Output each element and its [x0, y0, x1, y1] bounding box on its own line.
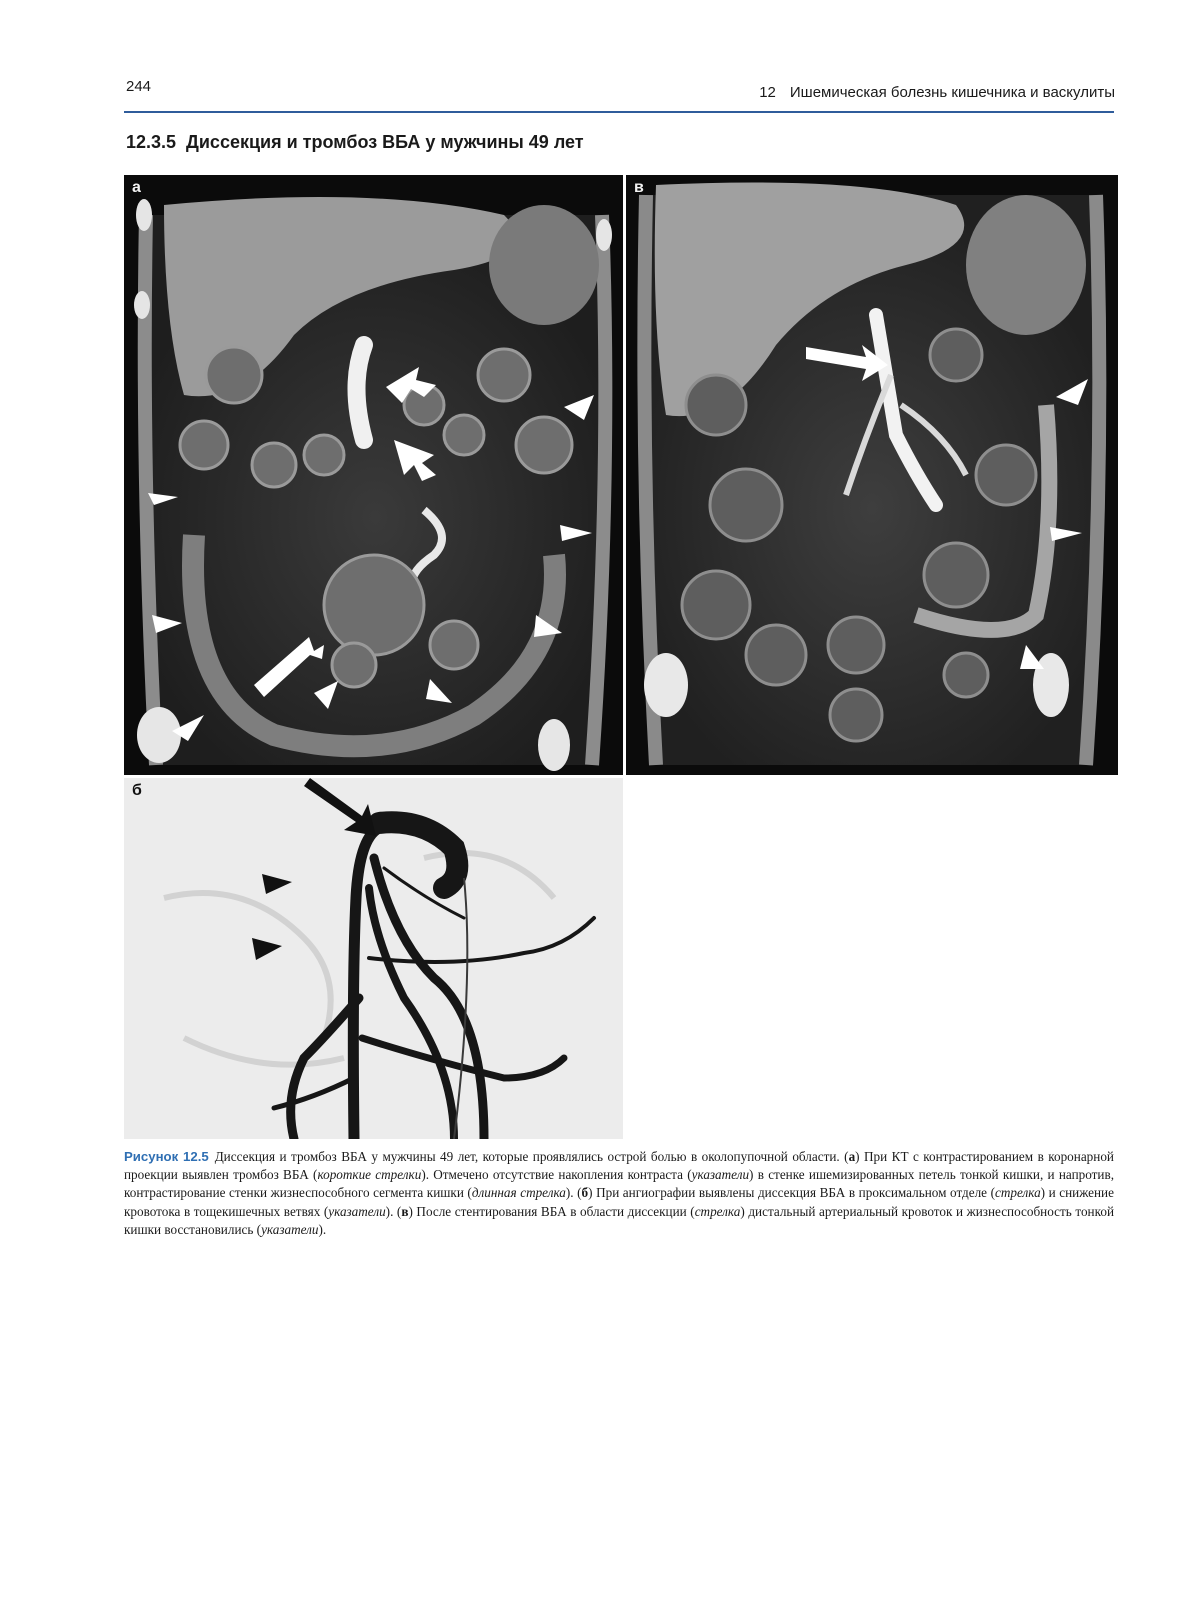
caption-text: ) При КТ с контрастированием в коронарной проекции выявлен тромбоз ВБА ( [124, 1149, 1114, 1183]
figure-caption [124, 1148, 1114, 1239]
caption-emphasis: короткие стрелки [317, 1167, 422, 1183]
angiogram-image-b [124, 778, 623, 1139]
section-title [126, 132, 584, 153]
page-number: 244 [126, 78, 152, 95]
caption-letter-a: а [848, 1149, 856, 1164]
caption-text: ). [318, 1221, 327, 1237]
figure-label: Рисунок 12.5 [124, 1149, 209, 1164]
caption-text: ). ( [565, 1185, 582, 1201]
section-number: 12.3.5 [126, 132, 177, 152]
caption-emphasis: указатели [691, 1167, 750, 1183]
caption-emphasis: указатели [328, 1203, 386, 1219]
panel-label-v: в [634, 179, 644, 196]
chapter-number: 12 [759, 84, 776, 101]
caption-text: Диссекция и тромбоз ВБА у мужчины 49 лет, которые проявлялись острой болью в околопупочной области. ( [214, 1149, 849, 1164]
caption-text: ). ( [385, 1203, 402, 1219]
chapter-title: Ишемическая болезнь кишечника и васкулиты [789, 84, 1115, 101]
caption-letter-v: в [401, 1203, 409, 1219]
caption-emphasis: длинная стрелка [471, 1185, 566, 1201]
caption-letter-b: б [581, 1185, 589, 1201]
panel-label-b: б [132, 782, 142, 799]
figure-panel-b [124, 778, 623, 1139]
caption-text: ) дистальный артериальный кровоток и жизнеспособность тонкой кишки восстановились ( [124, 1203, 1114, 1237]
header-rule [124, 111, 1114, 113]
caption-text: ) в стенке ишемизированных петель тонкой кишки, и напротив, контрастирование стенки жизнеспособного сегмента кишки ( [124, 1167, 1114, 1201]
caption-text: ) и снижение кровотока в тощекишечных ветвях ( [124, 1185, 1114, 1219]
running-head [759, 84, 1115, 101]
caption-emphasis: стрелка [994, 1185, 1041, 1201]
figure-panel-v [626, 175, 1118, 775]
caption-text: ) После стентирования ВБА в области диссекции ( [408, 1203, 695, 1219]
section-heading: Диссекция и тромбоз ВБА у мужчины 49 лет [186, 132, 584, 152]
caption-text: ). Отмечено отсутствие накопления контраста ( [421, 1167, 692, 1183]
caption-emphasis: стрелка [694, 1203, 741, 1219]
caption-text: ) При ангиографии выявлены диссекция ВБА в проксимальном отделе ( [588, 1185, 995, 1201]
panel-label-a: а [132, 179, 141, 196]
ct-image-v [626, 175, 1118, 775]
ct-image-a [124, 175, 623, 775]
caption-emphasis: указатели [261, 1221, 319, 1237]
figure-panel-a [124, 175, 623, 775]
